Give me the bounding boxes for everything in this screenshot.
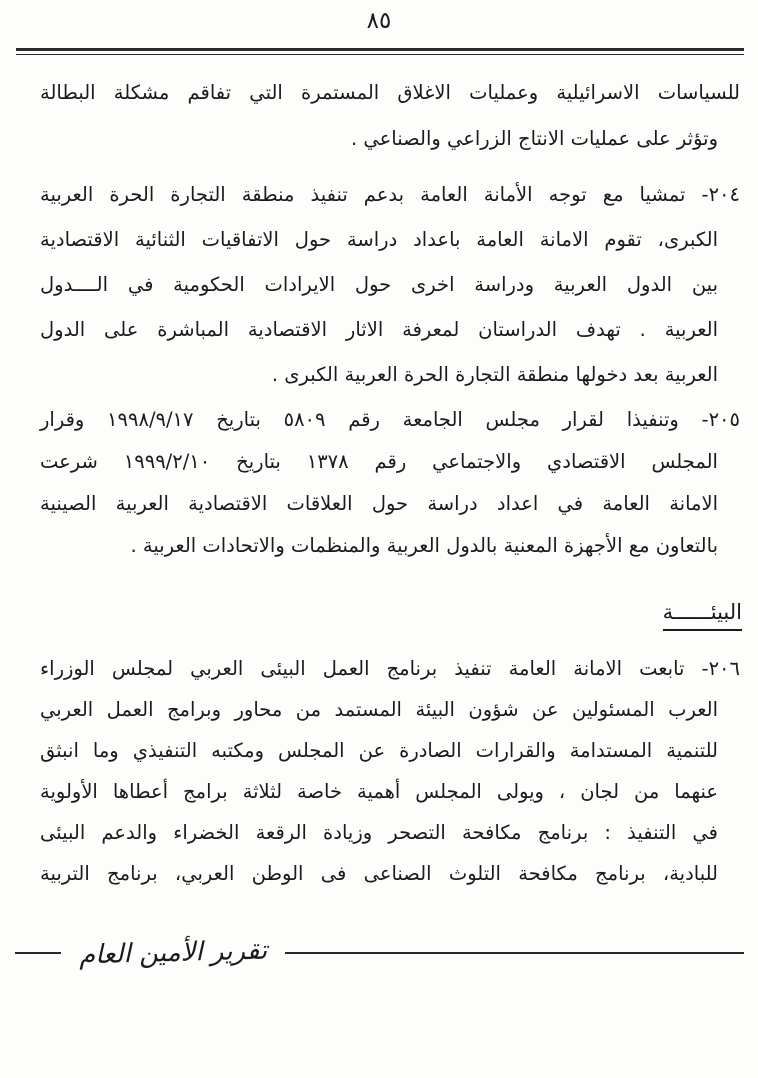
paragraph-206 xyxy=(40,648,740,894)
section-heading-text: البيئــــــة xyxy=(663,600,742,631)
text-line: في التنفيذ : برنامج مكافحة التصحر وزيادة الرقعة الخضراء والدعم البيئى xyxy=(40,821,718,844)
text-line: بين الدول العربية ودراسة اخرى حول الايرادات الحكومية في الــــدول xyxy=(40,273,718,296)
text-line: العربية . تهدف الدراستان لمعرفة الاثار الاقتصادية المباشرة على الدول xyxy=(40,318,718,341)
text-line: المجلس الاقتصادي والاجتماعي رقم ١٣٧٨ بتاريخ ١٩٩٩/٢/١٠ شرعت xyxy=(40,450,718,473)
text-line: للسياسات الاسرائيلية وعمليات الاغلاق المستمرة التي تفاقم مشكلة البطالة xyxy=(40,81,740,104)
page-number: ٨٥ xyxy=(366,8,392,34)
footer-signature: تقرير الأمين العام xyxy=(78,935,268,971)
text-line: العربية بعد دخولها منطقة التجارة الحرة العربية الكبرى . xyxy=(271,363,718,386)
text-line: للتنمية المستدامة والقرارات الصادرة عن المجلس ومكتبه التنفيذي وما انبثق xyxy=(40,739,718,762)
text-line: العرب المسئولين عن شؤون البيئة المستمد من محاور وبرامج العمل العربي xyxy=(40,698,718,721)
footer-rule-right xyxy=(285,952,744,954)
text-line: الكبرى، تقوم الامانة العامة باعداد دراسة حول الاتفاقيات الثنائية الاقتصادية xyxy=(40,228,718,251)
page-footer xyxy=(0,935,758,971)
text-line: ٢٠٦- تابعت الامانة العامة تنفيذ برنامج العمل البيئى العربي لمجلس الوزراء xyxy=(40,657,740,680)
text-line: ٢٠٤- تمشيا مع توجه الأمانة العامة بدعم تنفيذ منطقة التجارة الحرة العربية xyxy=(40,183,740,206)
text-line: للبادية، برنامج مكافحة التلوث الصناعى فى الوطن العربي، برنامج التربية xyxy=(40,862,718,885)
section-heading-environment xyxy=(663,600,742,631)
text-line: ٢٠٥- وتنفيذا لقرار مجلس الجامعة رقم ٥٨٠٩ بتاريخ ١٩٩٨/٩/١٧ وقرار xyxy=(40,408,740,431)
paragraph-204 xyxy=(40,172,740,397)
text-line: بالتعاون مع الأجهزة المعنية بالدول العربية والمنظمات والاتحادات العربية . xyxy=(130,534,718,557)
header-rule xyxy=(16,48,744,55)
text-line: وتؤثر على عمليات الانتاج الزراعي والصناعي . xyxy=(350,127,718,150)
paragraph-205 xyxy=(40,399,740,567)
text-line: الامانة العامة في اعداد دراسة حول العلاقات الاقتصادية العربية الصينية xyxy=(40,492,718,515)
paragraph-continuation xyxy=(40,70,740,162)
footer-rule-left xyxy=(15,952,61,954)
text-line: عنهما من لجان ، ويولى المجلس أهمية خاصة لثلاثة برامج أعطاها الأولوية xyxy=(40,780,718,803)
